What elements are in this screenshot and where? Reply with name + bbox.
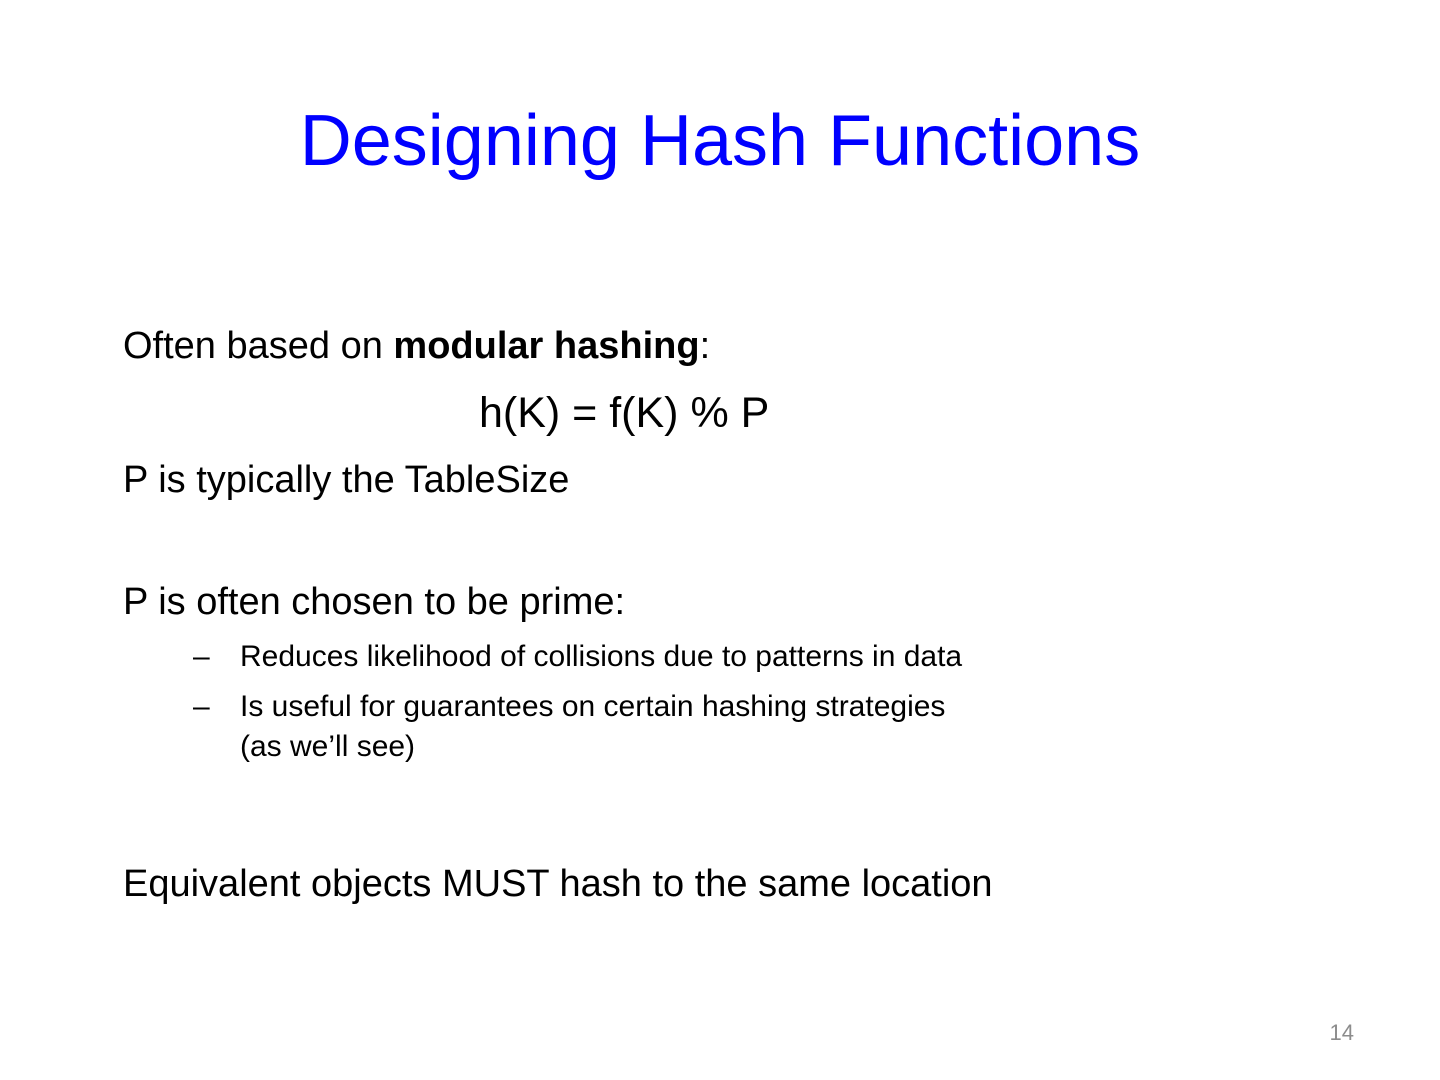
dash-bullet: –	[193, 640, 210, 673]
slide-title: Designing Hash Functions	[299, 101, 1141, 181]
equivalent-objects-line: Equivalent objects MUST hash to the same location	[123, 863, 993, 905]
table-size-line: P is typically the TableSize	[123, 459, 570, 501]
sub-bullet-text: Is useful for guarantees on certain hashing strategies	[240, 690, 946, 723]
page-number: 14	[1329, 1020, 1354, 1045]
dash-bullet: –	[193, 690, 210, 723]
hash-formula: h(K) = f(K) % P	[479, 389, 770, 437]
prime-line: P is often chosen to be prime:	[123, 581, 626, 623]
intro-suffix: :	[699, 325, 711, 367]
intro-line	[123, 322, 710, 370]
intro-prefix: Often based on	[123, 325, 394, 367]
sub-bullet-text: Reduces likelihood of collisions due to patterns in data	[240, 640, 963, 673]
sub-bullet-text-continued: (as we’ll see)	[240, 730, 416, 763]
intro-bold-term: modular hashing	[393, 325, 700, 367]
